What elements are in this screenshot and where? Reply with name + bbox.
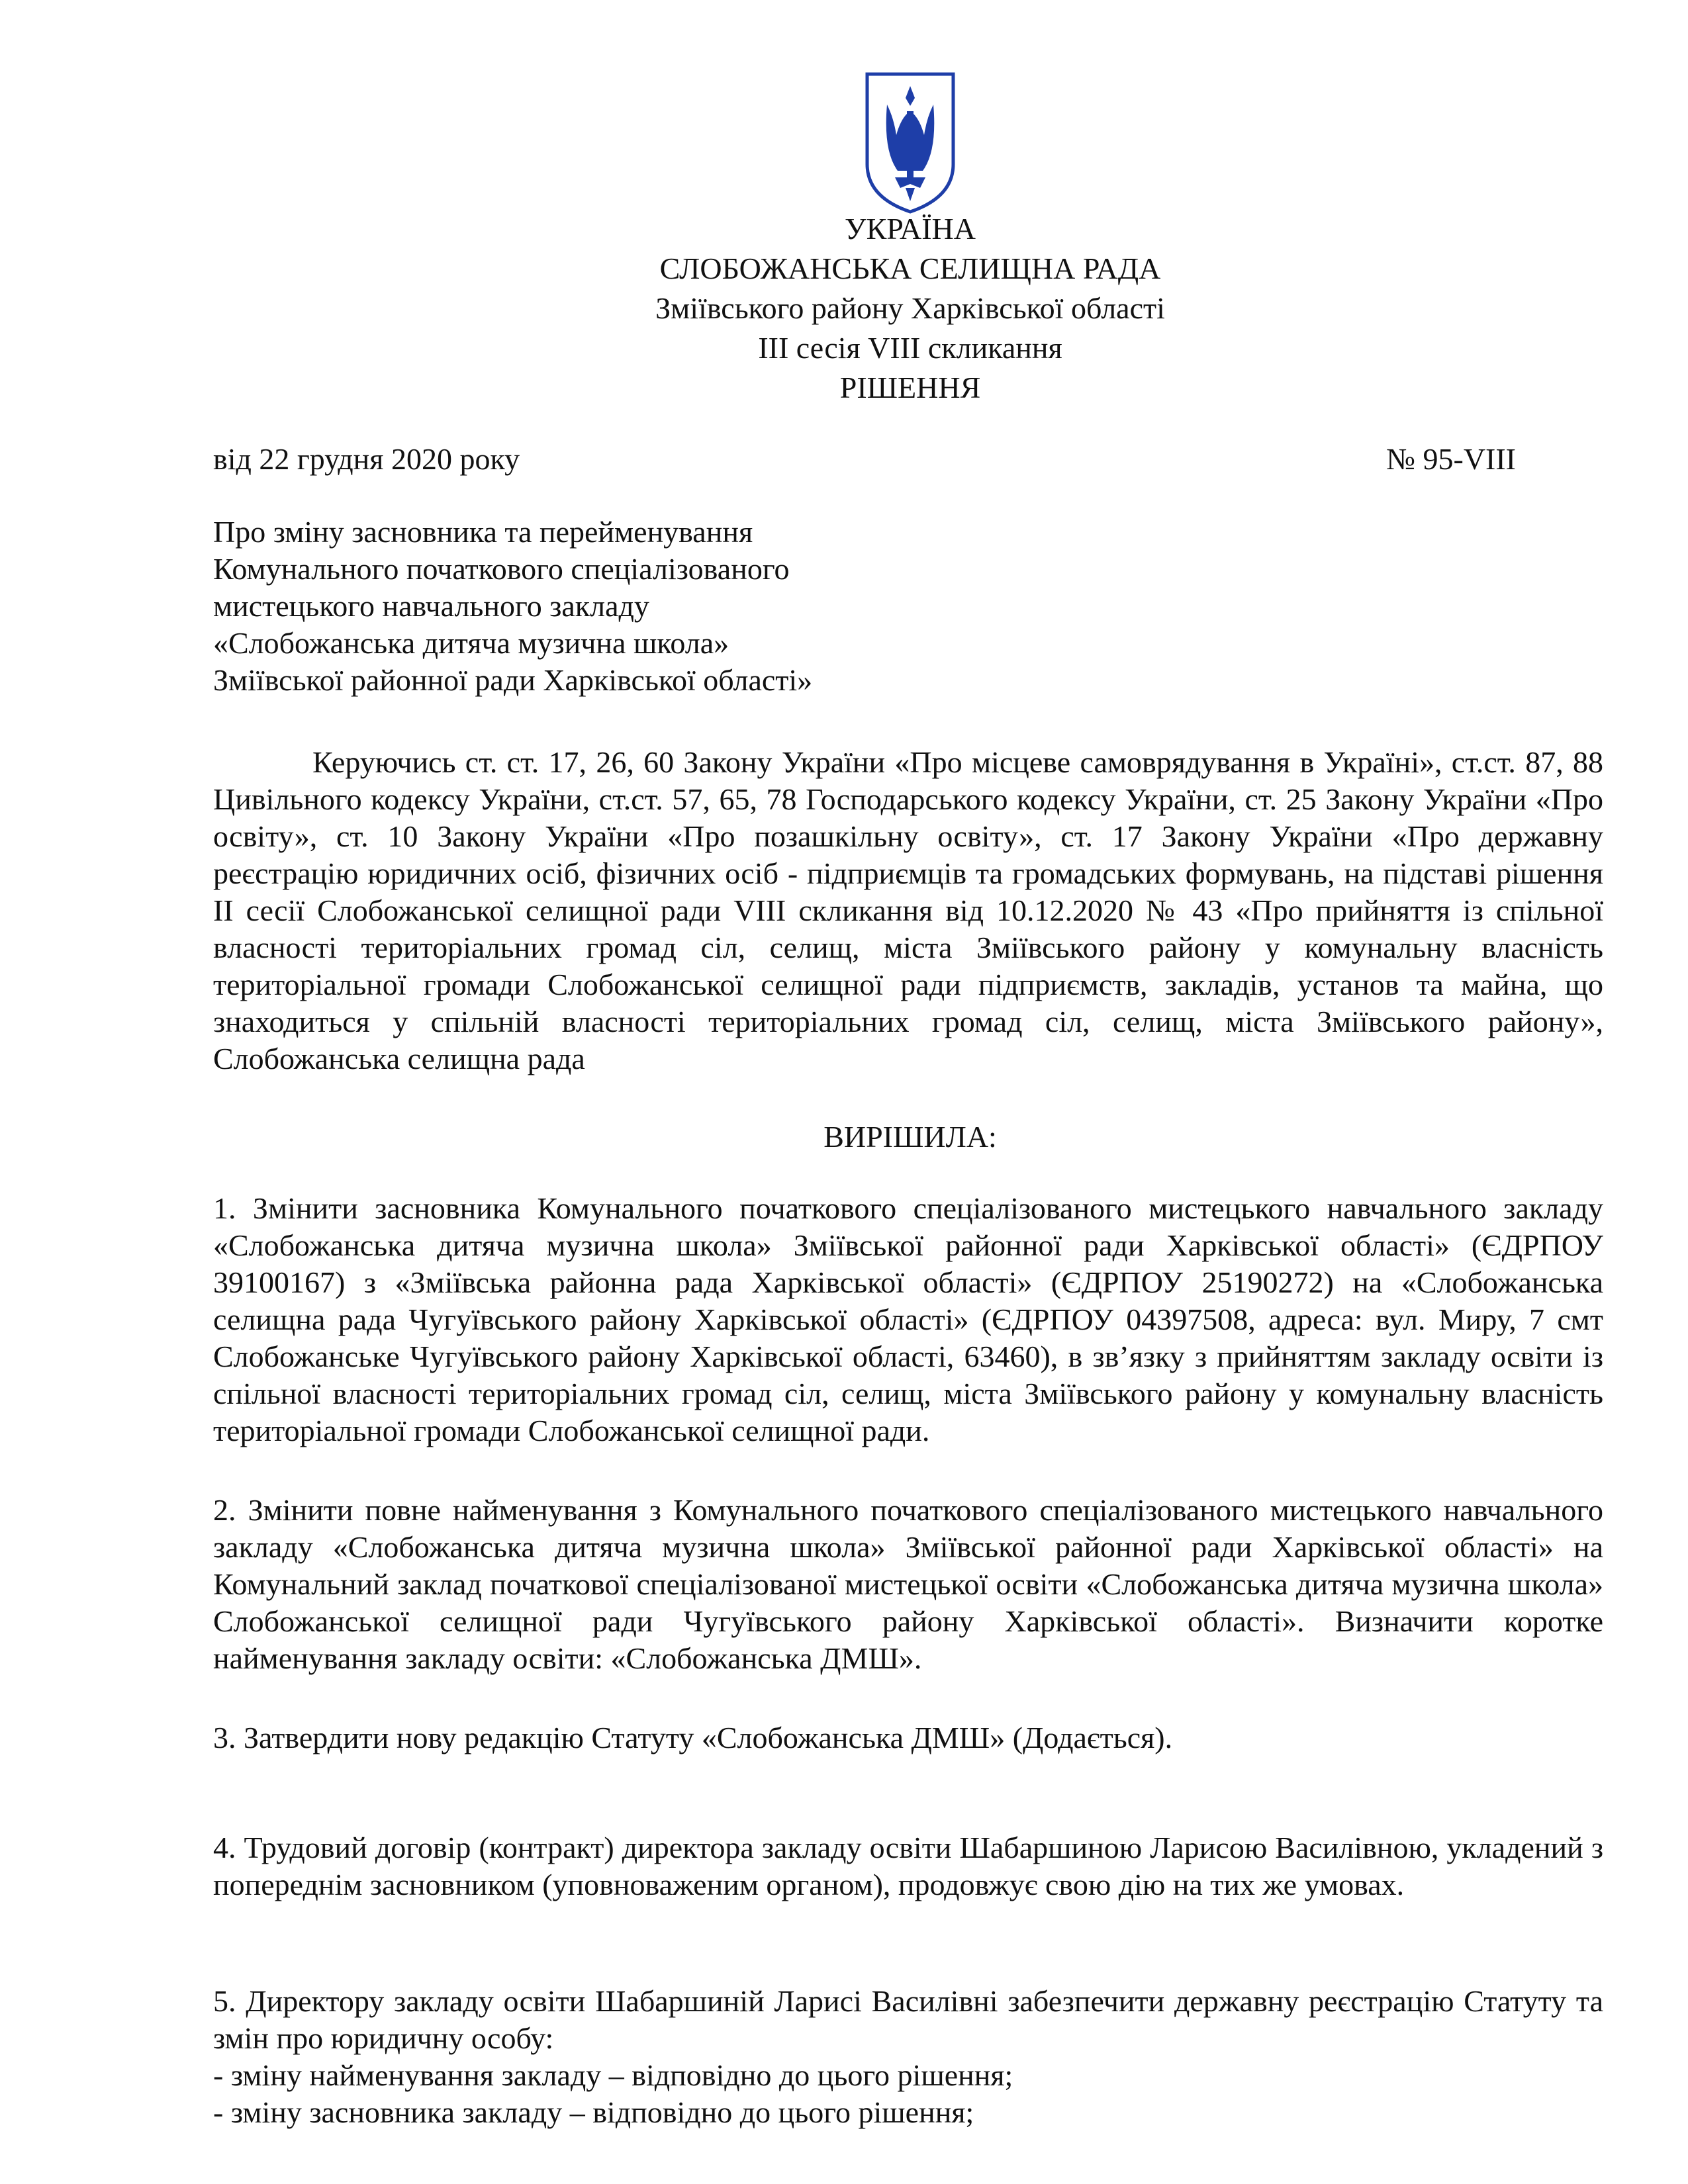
decision-item-5: 5. Директору закладу освіти Шабаршиній Ларисі Василівні забезпечити державну реєстрацію Статуту та змін про юридичну особу: [213, 1984, 1603, 2055]
document-header [0, 209, 1688, 408]
decision-item-4: 4. Трудовий договір (контракт) директора закладу освіти Шабаршиною Ларисою Василівною, укладений з попереднім засновником (уповноваженим органом), продовжує свою дію на тих же умовах. [213, 1831, 1603, 1901]
sub-item: - зміну найменування закладу – відповідно до цього рішення; [213, 2058, 1013, 2092]
title-line: мистецького навчального закладу [213, 589, 649, 623]
document-type: РІШЕННЯ [839, 371, 981, 404]
decision-item-3: 3. Затвердити нову редакцію Статуту «Слобожанська ДМШ» (Додається). [213, 1721, 1173, 1754]
decision-date: від 22 грудня 2020 року [213, 442, 520, 476]
country-name: УКРАЇНА [845, 212, 976, 246]
title-line: Зміївської районної ради Харківської області» [213, 663, 813, 697]
title-line: Про зміну засновника та перейменування [213, 515, 753, 549]
trident-coat-of-arms-icon [861, 71, 960, 214]
sub-item: - зміну засновника закладу – відповідно до цього рішення; [213, 2095, 974, 2129]
decided-heading: ВИРІШИЛА: [823, 1120, 997, 1154]
title-line: Комунального початкового спеціалізованого [213, 552, 790, 586]
council-name: СЛОБОЖАНСЬКА СЕЛИЩНА РАДА [659, 251, 1161, 285]
decision-number: № 95-VIII [1386, 442, 1516, 476]
decision-title [213, 514, 1206, 699]
decision-item-1: 1. Змінити засновника Комунального початкового спеціалізованого мистецького навчального закладу «Слобожанська дитяча музична школа» Зміївської районної ради Харківської області» (ЄДРПОУ 39100167) з «Зміївська районна рада Харківської області» (ЄДРПОУ 25190272) на «Слобожанська селищна рада Чугуївського району Харківської області» (ЄДРПОУ 04397508, адреса: вул. Миру, 7 смт Слобожанське Чугуївського району Харківської області, 63460), в зв’язку з прийняттям закладу освіти із спільної власності територіальних громад сіл, селищ, міста Зміївського району у комунальну власність територіальної громади Слобожанської селищної ради. [213, 1191, 1603, 1447]
title-line: «Слобожанська дитяча музична школа» [213, 626, 729, 660]
session-info: ІІІ сесія VIII скликання [758, 331, 1062, 365]
district-name: Зміївського району Харківської області [655, 291, 1165, 325]
decision-item-2: 2. Змінити повне найменування з Комунального початкового спеціалізованого мистецького навчального закладу «Слобожанська дитяча музична школа» Зміївської районної ради Харківської області» на Комунальний заклад початкової спеціалізованої мистецької освіти «Слобожанська дитяча музична школа» Слобожанської селищної ради Чугуївського району Харківської області». Визначити коротке найменування закладу освіти: «Слобожанська ДМШ». [213, 1493, 1603, 1675]
preamble-paragraph: Керуючись ст. ст. 17, 26, 60 Закону України «Про місцеве самоврядування в Україні», ст.ст. 87, 88 Цивільного кодексу України, ст.ст. 57, 65, 78 Господарського кодексу України, ст. 25 Закону України «Про освіту», ст. 10 Закону України «Про позашкільну освіту», ст. 17 Закону України «Про державну реєстрацію юридичних осіб, фізичних осіб - підприємців та громадських формувань, на підставі рішення ІІ сесії Слобожанської селищної ради VIII скликання від 10.12.2020 № 43 «Про прийняття із спільної власності територіальних громад сіл, селищ, міста Зміївського району у комунальну власність територіальної громади Слобожанської селищної ради підприємств, закладів, установ та майна, що знаходиться у спільній власності територіальних громад сіл, селищ, міста Зміївського району», Слобожанська селищна рада [213, 745, 1603, 1075]
